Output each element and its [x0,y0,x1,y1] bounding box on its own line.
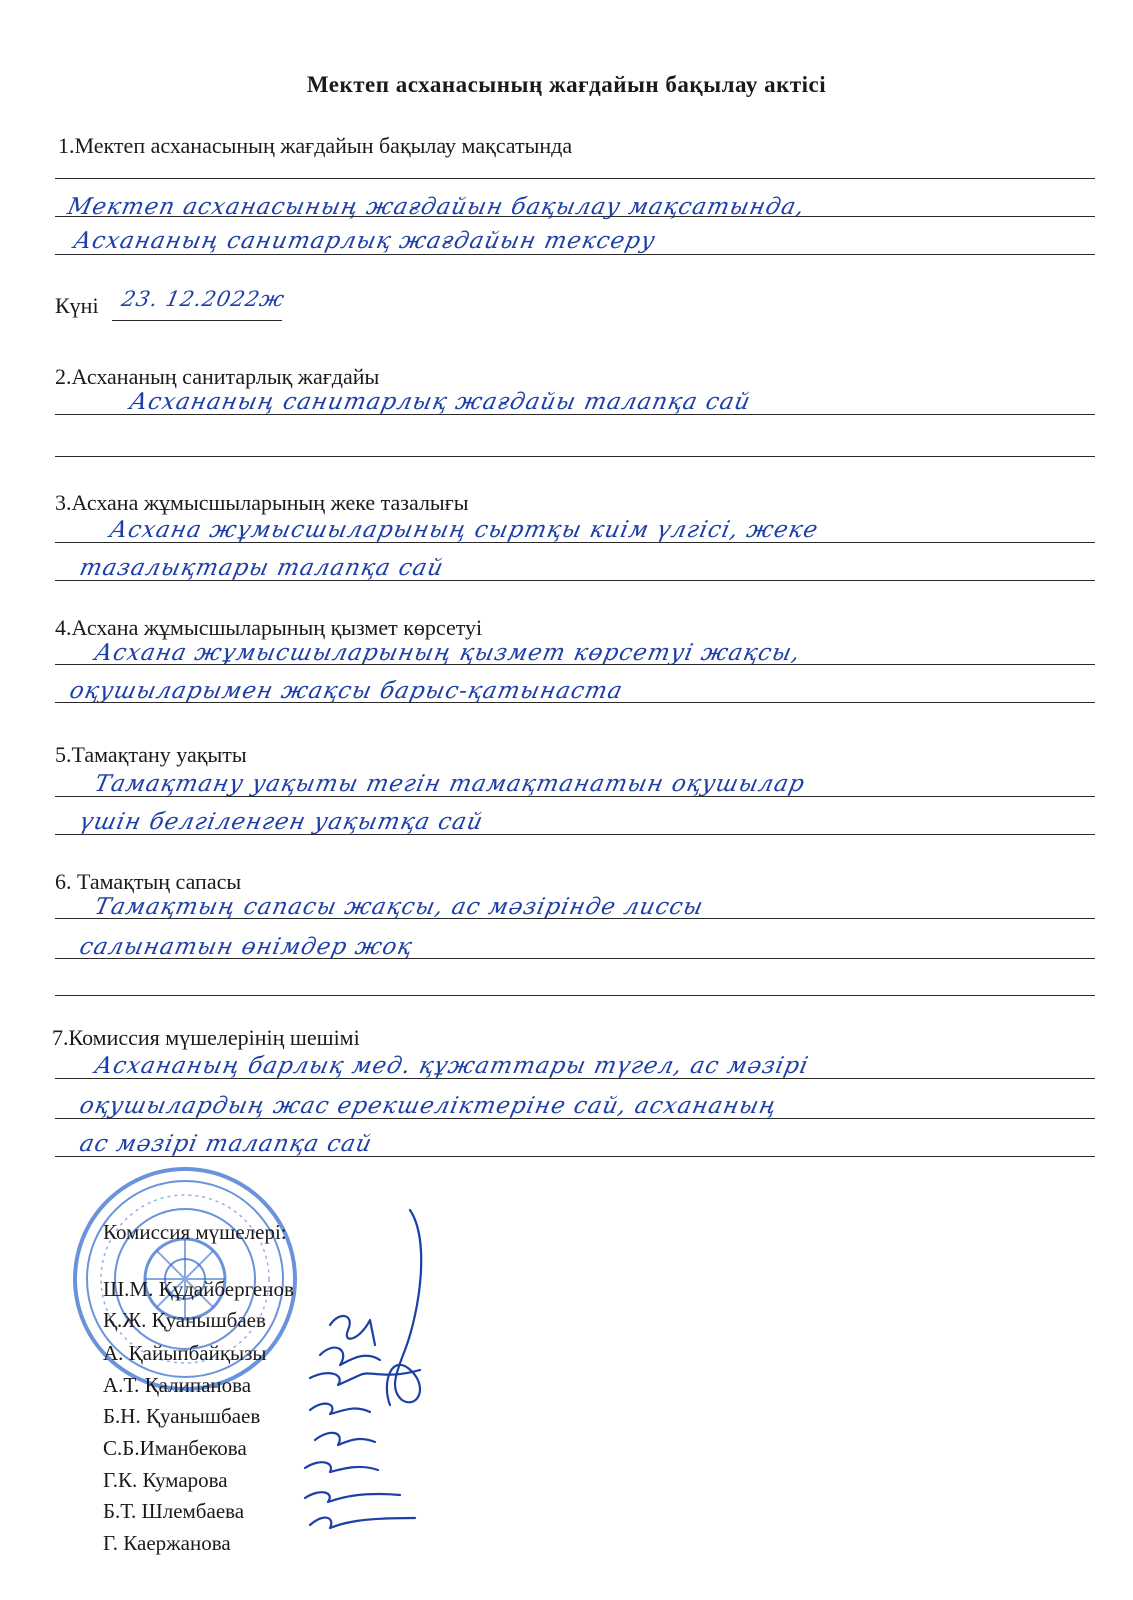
rule-line [55,958,1095,959]
q5-answer-line-1: Тамақтану уақыты тегін тамақтанатын оқушылар [92,771,808,797]
handwritten-signatures [290,1200,450,1590]
member-name: Б.Н. Қуанышбаев [103,1404,261,1428]
rule-line [55,216,1095,217]
q7-answer-line-2: оқушылардың жас ерекшеліктеріне сай, асхананың [77,1093,780,1119]
q3-answer-line-2: тазалықтары талапқа сай [77,555,447,581]
q3-label: 3.Асхана жұмысшыларының жеке тазалығы [55,490,469,515]
member-name: Ш.М. Құдайбергенов [103,1277,294,1301]
q1-answer-line-2: Асхананың санитарлық жағдайын тексеру [71,228,659,254]
q4-answer-line-1: Асхана жұмысшыларының қызмет көрсетуі жақсы, [92,640,804,666]
rule-line [55,995,1095,996]
date-label: Күні [55,293,99,318]
q6-answer-line-2: салынатын өнімдер жоқ [77,934,416,960]
member-name: Г.К. Кумарова [103,1468,228,1492]
rule-line [55,178,1095,179]
q5-answer-line-2: үшін белгіленген уақытқа сай [77,809,486,835]
document-title: Мектеп асханасының жағдайын бақылау актісі [306,72,827,97]
member-name: А. Қайыпбайқызы [103,1341,267,1365]
q1-label: 1.Мектеп асханасының жағдайын бақылау мақсатында [58,133,573,158]
member-name: А.Т. Қалипанова [103,1373,252,1397]
q2-answer-line-1: Асхананың санитарлық жағдайы талапқа сай [127,389,754,415]
rule-line [55,918,1095,919]
rule-line [55,1118,1095,1119]
member-name: Б.Т. Шлембаева [103,1499,245,1523]
q6-label: 6. Тамақтың сапасы [55,869,242,894]
rule-line [55,1078,1095,1079]
q3-answer-line-1: Асхана жұмысшыларының сыртқы киім үлгісі, жеке [107,517,821,543]
rule-line [55,456,1095,457]
q7-label: 7.Комиссия мүшелерінің шешімі [52,1025,360,1050]
q6-answer-line-1: Тамақтың сапасы жақсы, ас мәзірінде лиссы [92,894,706,920]
rule-line [55,834,1095,835]
q7-answer-line-3: ас мәзірі талапқа сай [77,1131,375,1157]
date-value: 23. 12.2022ж [119,287,288,311]
rule-line [55,580,1095,581]
member-name: Г. Каержанова [103,1531,231,1555]
q1-answer-line-1: Мектеп асханасының жағдайын бақылау мақсатында, [65,194,808,220]
rule-line [55,664,1095,665]
rule-line [55,796,1095,797]
q4-answer-line-2: оқушыларымен жақсы барыс-қатынаста [67,678,626,704]
members-heading: Комиссия мүшелері: [103,1220,287,1244]
q7-answer-line-1: Асхананың барлық мед. құжаттары түгел, ас мәзірі [92,1053,812,1079]
q4-label: 4.Асхана жұмысшыларының қызмет көрсетуі [55,615,483,640]
date-underline [112,320,282,321]
rule-line [55,414,1095,415]
member-name: С.Б.Иманбекова [103,1436,247,1460]
q5-label: 5.Тамақтану уақыты [55,742,247,767]
rule-line [55,254,1095,255]
member-name: Қ.Ж. Қуанышбаев [103,1308,266,1332]
q2-label: 2.Асхананың санитарлық жағдайы [55,364,380,389]
rule-line [55,542,1095,543]
rule-line [55,1156,1095,1157]
rule-line [55,702,1095,703]
